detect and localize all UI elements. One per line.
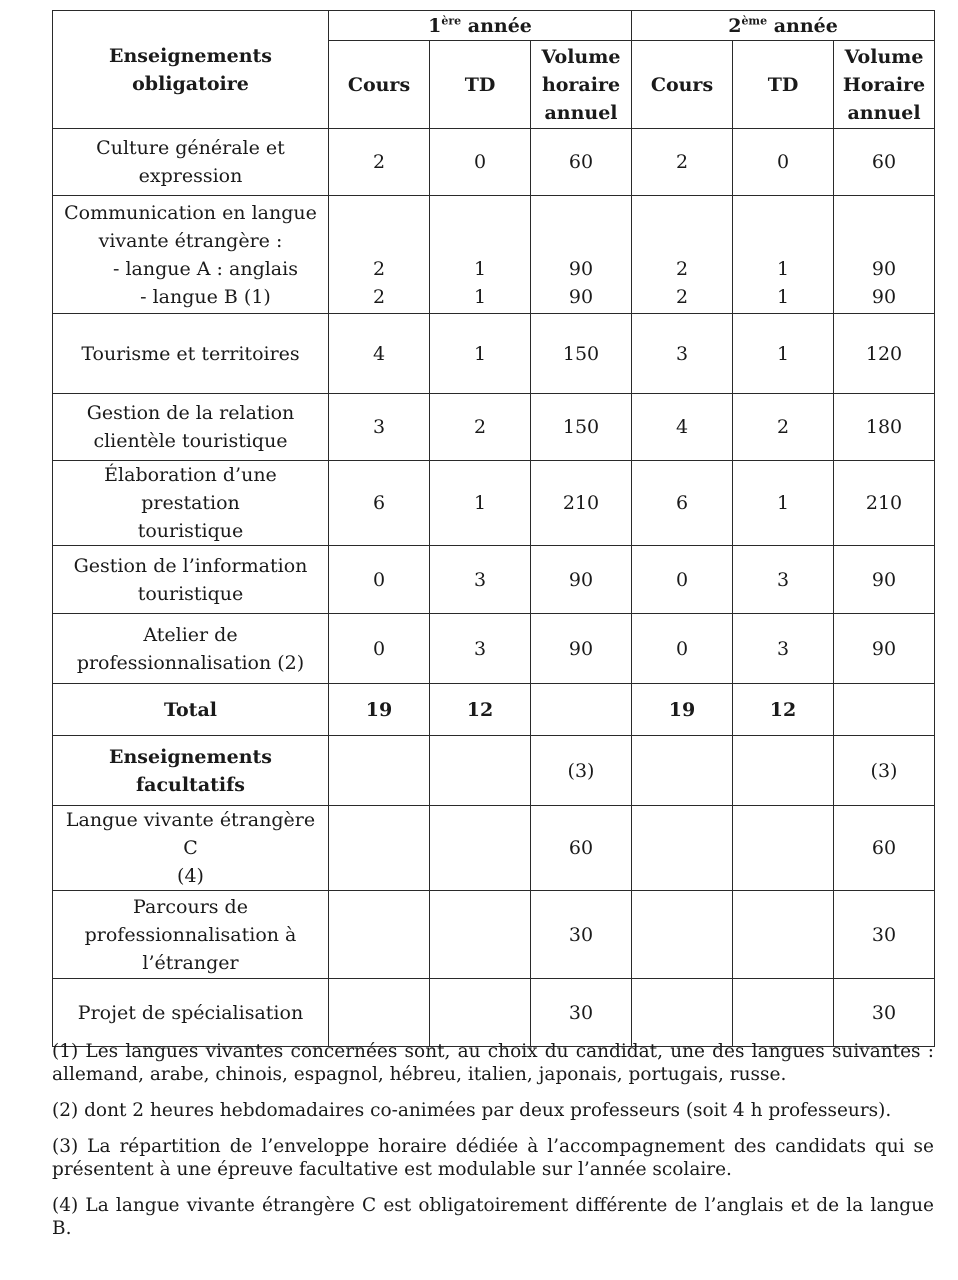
row-label: Gestion de la relation clientèle touristique: [53, 394, 329, 461]
empty-cell: [329, 979, 430, 1047]
cell-cours-2: 4: [632, 394, 733, 461]
cell-td-1: 3: [430, 546, 531, 614]
cell-td-1: 1: [430, 314, 531, 394]
footnote-2: (2) dont 2 heures hebdomadaires co-animées par deux professeurs (soit 4 h professeurs).: [52, 1100, 892, 1121]
cell-volume-2: 30: [834, 891, 935, 979]
cell-cours-2: 0: [632, 614, 733, 684]
header-subject: Enseignements obligatoire: [53, 11, 329, 129]
total-volume-2: [834, 684, 935, 736]
total-label: Total: [53, 684, 329, 736]
cell-volume-1: 30: [531, 891, 632, 979]
table-row: [53, 546, 935, 614]
cell-cours-1: 6: [329, 461, 430, 546]
empty-cell: [733, 736, 834, 806]
optional-volume-2: (3): [834, 736, 935, 806]
cell-cours-1: 0: [329, 546, 430, 614]
optional-row: [53, 979, 935, 1047]
header-volume-2: Volume Horaire annuel: [834, 41, 935, 129]
cell-volume-1: 30: [531, 979, 632, 1047]
cell-volume-2: 90: [834, 614, 935, 684]
cell-volume-2: 180: [834, 394, 935, 461]
total-td-2: 12: [733, 684, 834, 736]
cell-volume-1: 90: [531, 614, 632, 684]
cell-cours-1: 4: [329, 314, 430, 394]
cell-volume-2: 60: [834, 129, 935, 196]
optional-row: [53, 806, 935, 891]
footnotes: [52, 1040, 934, 1253]
header-td-1: TD: [430, 41, 531, 129]
cell-volume-1: 60: [531, 129, 632, 196]
empty-cell: [430, 806, 531, 891]
cell-td-1: 1: [430, 461, 531, 546]
row-label: Langue vivante étrangère C (4): [53, 806, 329, 891]
table-row: [53, 394, 935, 461]
empty-cell: [430, 979, 531, 1047]
row-label: Gestion de l’information touristique: [53, 546, 329, 614]
empty-cell: [430, 891, 531, 979]
header-year-2: 2ème année: [632, 11, 935, 41]
cell-volume-2: 60: [834, 806, 935, 891]
empty-cell: [733, 806, 834, 891]
cell-td-2: 1: [733, 461, 834, 546]
table-row: [53, 196, 935, 314]
cell-volume-1: 90 90: [531, 196, 632, 314]
cell-volume-2: 90: [834, 546, 935, 614]
optional-header-row: [53, 736, 935, 806]
row-label: Atelier de professionnalisation (2): [53, 614, 329, 684]
total-cours-2: 19: [632, 684, 733, 736]
total-cours-1: 19: [329, 684, 430, 736]
cell-td-2: 2: [733, 394, 834, 461]
table-row: [53, 314, 935, 394]
cell-td-1: 1 1: [430, 196, 531, 314]
cell-volume-1: 90: [531, 546, 632, 614]
empty-cell: [632, 736, 733, 806]
table-row: [53, 129, 935, 196]
row-label: Élaboration d’une prestation touristique: [53, 461, 329, 546]
footnote-4: (4) La langue vivante étrangère C est obligatoirement différente de l’anglais et de la langue B.: [52, 1195, 934, 1239]
row-label: Tourisme et territoires: [53, 314, 329, 394]
cell-cours-2: 0: [632, 546, 733, 614]
row-label: Parcours de professionnalisation à l’étranger: [53, 891, 329, 979]
empty-cell: [329, 736, 430, 806]
cell-td-2: 0: [733, 129, 834, 196]
row-label: Communication en langue vivante étrangère : - langue A : anglais - langue B (1): [53, 196, 329, 314]
cell-volume-2: 120: [834, 314, 935, 394]
empty-cell: [329, 806, 430, 891]
cell-td-2: 1 1: [733, 196, 834, 314]
cell-cours-1: 0: [329, 614, 430, 684]
empty-cell: [632, 891, 733, 979]
empty-cell: [733, 891, 834, 979]
empty-cell: [632, 806, 733, 891]
row-label: Projet de spécialisation: [53, 979, 329, 1047]
cell-td-2: 3: [733, 614, 834, 684]
cell-volume-1: 150: [531, 314, 632, 394]
empty-cell: [632, 979, 733, 1047]
cell-cours-2: 2: [632, 129, 733, 196]
total-row: [53, 684, 935, 736]
header-volume-1: Volume horaire annuel: [531, 41, 632, 129]
cell-cours-1: 3: [329, 394, 430, 461]
header-year-1: 1ère année: [329, 11, 632, 41]
header-cours-2: Cours: [632, 41, 733, 129]
cell-volume-2: 90 90: [834, 196, 935, 314]
optional-row: [53, 891, 935, 979]
row-label: Culture générale et expression: [53, 129, 329, 196]
footnote-3: (3) La répartition de l’enveloppe horaire dédiée à l’accompagnement des candidats qui se présentent à une épreuve facultative est modulable sur l’année scolaire.: [52, 1136, 934, 1180]
cell-cours-2: 6: [632, 461, 733, 546]
total-volume-1: [531, 684, 632, 736]
cell-cours-2: 3: [632, 314, 733, 394]
cell-td-1: 3: [430, 614, 531, 684]
cell-volume-2: 30: [834, 979, 935, 1047]
cell-td-1: 2: [430, 394, 531, 461]
cell-cours-1: 2: [329, 129, 430, 196]
optional-volume-1: (3): [531, 736, 632, 806]
header-cours-1: Cours: [329, 41, 430, 129]
table-row: [53, 461, 935, 546]
cell-td-2: 3: [733, 546, 834, 614]
curriculum-table: [52, 10, 935, 1047]
total-td-1: 12: [430, 684, 531, 736]
cell-cours-1: 2 2: [329, 196, 430, 314]
footnote-1: (1) Les langues vivantes concernées sont, au choix du candidat, une des langues suivantes : allemand, arabe, chinois, espagnol, hébreu, italien, japonais, portugais, russe.: [52, 1041, 934, 1085]
table-row: [53, 614, 935, 684]
cell-td-2: 1: [733, 314, 834, 394]
cell-cours-2: 2 2: [632, 196, 733, 314]
empty-cell: [733, 979, 834, 1047]
cell-volume-2: 210: [834, 461, 935, 546]
empty-cell: [430, 736, 531, 806]
cell-volume-1: 60: [531, 806, 632, 891]
optional-label: Enseignements facultatifs: [53, 736, 329, 806]
cell-td-1: 0: [430, 129, 531, 196]
header-row-years: [53, 11, 935, 41]
empty-cell: [329, 891, 430, 979]
cell-volume-1: 210: [531, 461, 632, 546]
cell-volume-1: 150: [531, 394, 632, 461]
header-td-2: TD: [733, 41, 834, 129]
